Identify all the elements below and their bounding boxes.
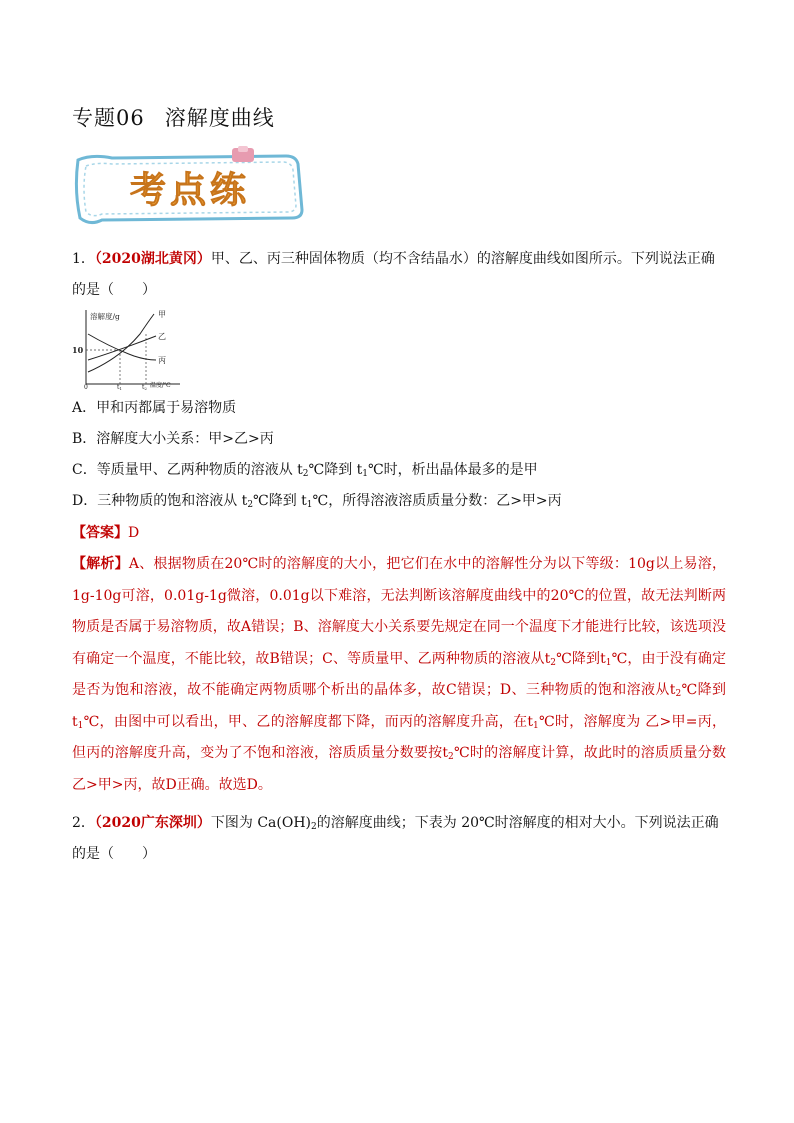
curve-label-yi: 乙 [158, 332, 166, 341]
y-tick-10: 10 [72, 345, 84, 355]
option-b: B．溶解度大小关系：甲>乙>丙 [72, 431, 274, 447]
question-1 [72, 244, 726, 306]
banner-kaodianlian [72, 146, 308, 228]
curve-jia [88, 314, 154, 372]
question-source: （2020湖北黄冈） [94, 251, 211, 267]
origin-label: 0 [84, 384, 88, 390]
curve-label-bing: 丙 [158, 356, 166, 365]
page-title [72, 102, 275, 132]
analysis-label: 【解析】 [72, 556, 129, 572]
question-number: 1． [72, 251, 95, 267]
answer [72, 518, 139, 549]
topic-name: 溶解度曲线 [164, 106, 275, 130]
x-axis-label: 温度/℃ [150, 382, 171, 389]
answer-label: 【答案】 [72, 525, 128, 541]
answer-value: D [128, 525, 140, 541]
solubility-chart [72, 308, 182, 390]
x-tick-t1: t1 [117, 384, 122, 390]
option-a: A．甲和丙都属于易溶物质 [72, 400, 237, 416]
question-source: （2020广东深圳） [94, 815, 211, 831]
y-axis-label: 溶解度/g [90, 312, 120, 321]
x-tick-t2: t2 [142, 384, 147, 390]
topic-number: 专题06 [72, 106, 145, 130]
question-stem: 甲、乙、丙三种固体物质（均不含结晶水）的溶解度曲线如图所示。下列说法正确的是（ ） [72, 251, 715, 298]
curve-label-jia: 甲 [158, 310, 166, 319]
option-c: C．等质量甲、乙两种物质的溶液从 $t_2℃$降到 $t_1℃$时，析出晶体最多的是甲 [72, 462, 538, 479]
question-number: 2． [72, 815, 95, 831]
banner-text: 考点练 [129, 170, 251, 211]
paper-clip-icon [232, 146, 254, 162]
question-2: 2．（2020广东深圳）下图为 $Ca(OH)_2$的溶解度曲线；下表为 20℃时溶解度的相对大小。下列说法正确的是（ ） [72, 815, 719, 862]
analysis: 【解析】A、根据物质在20℃时的溶解度的大小，把它们在水中的溶解性分为以下等级：10g以上易溶，1g-10g可溶，0.01g-1g微溶，0.01g以下难溶，无法判断该溶解度曲线中的20℃的位置，故无法判断两物质是否属于易溶物质，故A错误；B、溶解度大小关系要先规定在同一个温度下才能进行比较，该选项没有确定一个温度，不能比较，故B错误；C、等质量甲、乙两种物质的溶液从$t_2℃$降到$t_1℃$，由于没有确定是否为饱和溶液，故不能确定两物质哪个析出的晶体多，故C错误；D、三种物质的饱和溶液从$t_2℃$降到$t_1℃$，由图中可以看出，甲、乙的溶解度都下降，而丙的溶解度升高，在$t_1℃$时，溶解度为 乙>甲=丙，但丙的溶解度升高，变为了不饱和溶液，溶质质量分数要按$t_2℃$时的溶解度计算，故此时的溶质质量分数乙>甲>丙，故D正确。故选D。 [72, 556, 726, 793]
option-d: D．三种物质的饱和溶液从 $t_2℃$降到 $t_1℃$，所得溶液溶质质量分数：乙>甲>丙 [72, 493, 562, 510]
options-list [72, 393, 726, 517]
